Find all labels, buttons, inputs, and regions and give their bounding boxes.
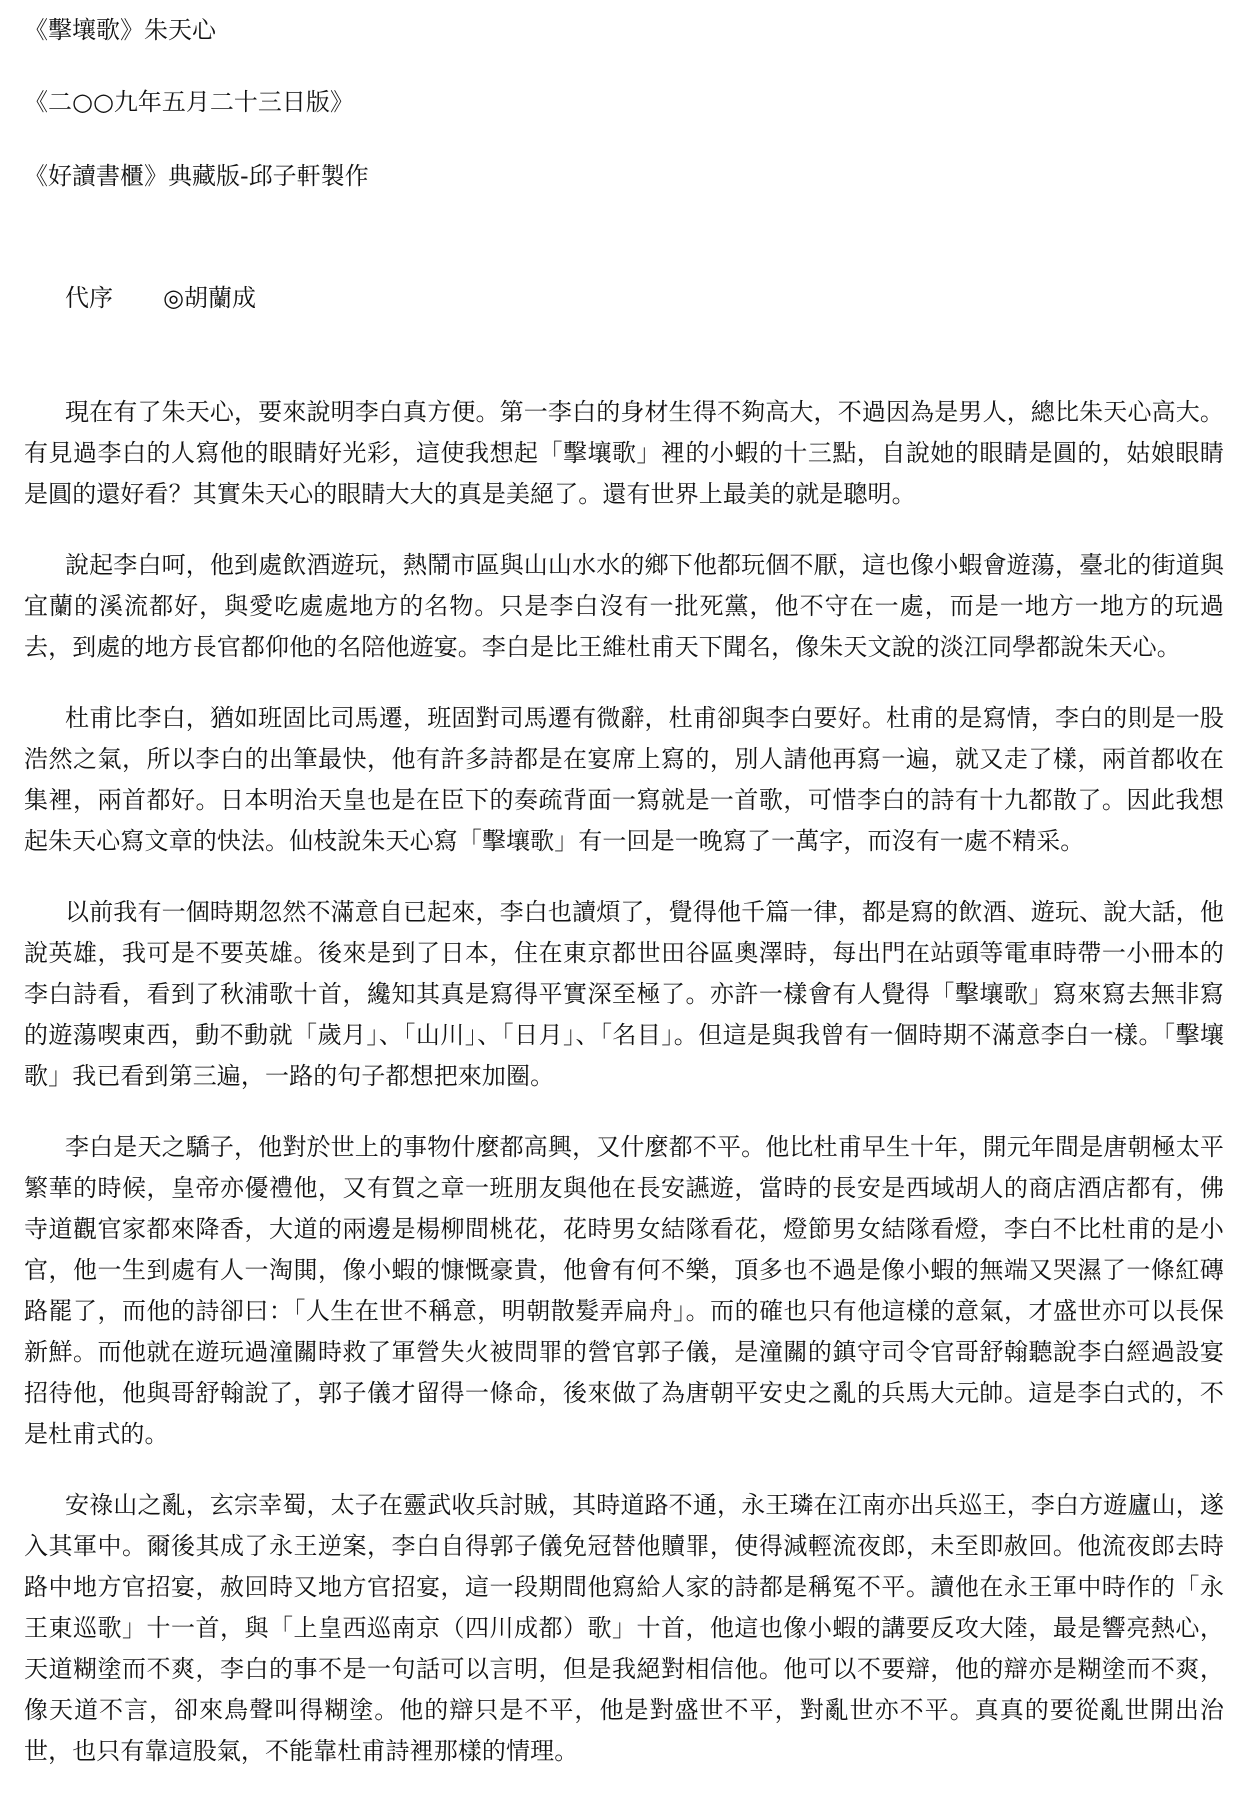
paragraph: 杜甫比李白，猶如班固比司馬遷，班固對司馬遷有微辭，杜甫卻與李白要好。杜甫的是寫情，李白的則是一股浩然之氣，所以李白的出筆最快，他有許多詩都是在宴席上寫的，別人請他再寫一遍，就又走了樣，兩首都收在集裡，兩首都好。日本明治天皇也是在臣下的奏疏背面一寫就是一首歌，可惜李白的詩有十九都散了。因此我想起朱天心寫文章的快法。仙枝說朱天心寫「擊壤歌」有一回是一晚寫了一萬字，而沒有一處不精采。 (24, 704, 1224, 855)
paragraph: 現在有了朱天心，要來說明李白真方便。第一李白的身材生得不夠高大，不過因為是男人，總比朱天心高大。有見過李白的人寫他的眼睛好光彩，這使我想起「擊壤歌」裡的小蝦的十三點，自說她的眼睛是圓的，姑娘眼睛是圓的還好看？其實朱天心的眼睛大大的真是美絕了。還有世界上最美的就是聰明。 (24, 398, 1224, 508)
book-title-line: 《擊壤歌》朱天心 (24, 16, 216, 44)
document-page (24, 0, 1224, 1765)
preface-heading (65, 282, 256, 314)
preface-author: ◎胡蘭成 (163, 284, 256, 312)
paragraph: 以前我有一個時期忽然不滿意自已起來，李白也讀煩了，覺得他千篇一律，都是寫的飲酒、遊玩、說大話，他說英雄，我可是不要英雄。後來是到了日本，住在東京都世田谷區奧澤時，每出門在站頭等電車時帶一小冊本的李白詩看，看到了秋浦歌十首，纔知其真是寫得平實深至極了。亦許一樣會有人覺得「擊壤歌」寫來寫去無非寫的遊蕩喫東西，動不動就「歲月」、「山川」、「日月」、「名目」。但這是與我曾有一個時期不滿意李白一樣。「擊壤歌」我已看到第三遍，一路的句子都想把來加圈。 (24, 898, 1224, 1090)
paragraph: 說起李白呵，他到處飲酒遊玩，熱鬧市區與山山水水的鄉下他都玩個不厭，這也像小蝦會遊蕩，臺北的街道與宜蘭的溪流都好，與愛吃處處地方的名物。只是李白沒有一批死黨，他不守在一處，而是一地方一地方的玩過去，到處的地方長官都仰他的名陪他遊宴。李白是比王維杜甫天下聞名，像朱天文說的淡江同學都說朱天心。 (24, 551, 1224, 661)
edition-line: 《二○○九年五月二十三日版》 (24, 88, 354, 116)
paragraph: 安祿山之亂，玄宗幸蜀，太子在靈武收兵討賊，其時道路不通，永王璘在江南亦出兵巡王，李白方遊廬山，遂入其軍中。爾後其成了永王逆案，李白自得郭子儀免冠替他贖罪，使得減輕流夜郎，未至即赦回。他流夜郎去時路中地方官招宴，赦回時又地方官招宴，這一段期間他寫給人家的詩都是稱冤不平。讀他在永王軍中時作的「永王東巡歌」十一首，與「上皇西巡南京（四川成都）歌」十首，他這也像小蝦的講要反攻大陸，最是響亮熱心，天道糊塗而不爽，李白的事不是一句話可以言明，但是我絕對相信他。他可以不要辯，他的辯亦是糊塗而不爽，像天道不言，卻來鳥聲叫得糊塗。他的辯只是不平，他是對盛世不平，對亂世亦不平。真真的要從亂世開出治世，也只有靠這股氣，不能靠杜甫詩裡那樣的情理。 (24, 1491, 1224, 1765)
essay-body (24, 392, 1224, 1802)
paragraph: 李白是天之驕子，他對於世上的事物什麼都高興，又什麼都不平。他比杜甫早生十年，開元年間是唐朝極太平繁華的時候，皇帝亦優禮他，又有賀之章一班朋友與他在長安讌遊，當時的長安是西域胡人的商店酒店都有，佛寺道觀官家都來降香，大道的兩邊是楊柳間桃花，花時男女結隊看花，燈節男女結隊看燈，李白不比杜甫的是小官，他一生到處有人一淘閧，像小蝦的慷慨豪貴，他會有何不樂，頂多也不過是像小蝦的無端又哭濕了一條紅磚路罷了，而他的詩卻曰：「人生在世不稱意，明朝散髮弄扁舟」。而的確也只有他這樣的意氣，才盛世亦可以長保新鮮。而他就在遊玩過潼關時救了軍營失火被問罪的營官郭子儀，是潼關的鎮守司令官哥舒翰聽說李白經過設宴招待他，他與哥舒翰說了，郭子儀才留得一條命，後來做了為唐朝平安史之亂的兵馬大元帥。這是李白式的，不是杜甫式的。 (24, 1133, 1224, 1448)
producer-line: 《好讀書櫃》典藏版-邱子軒製作 (24, 162, 369, 190)
preface-label: 代序 (65, 284, 113, 312)
